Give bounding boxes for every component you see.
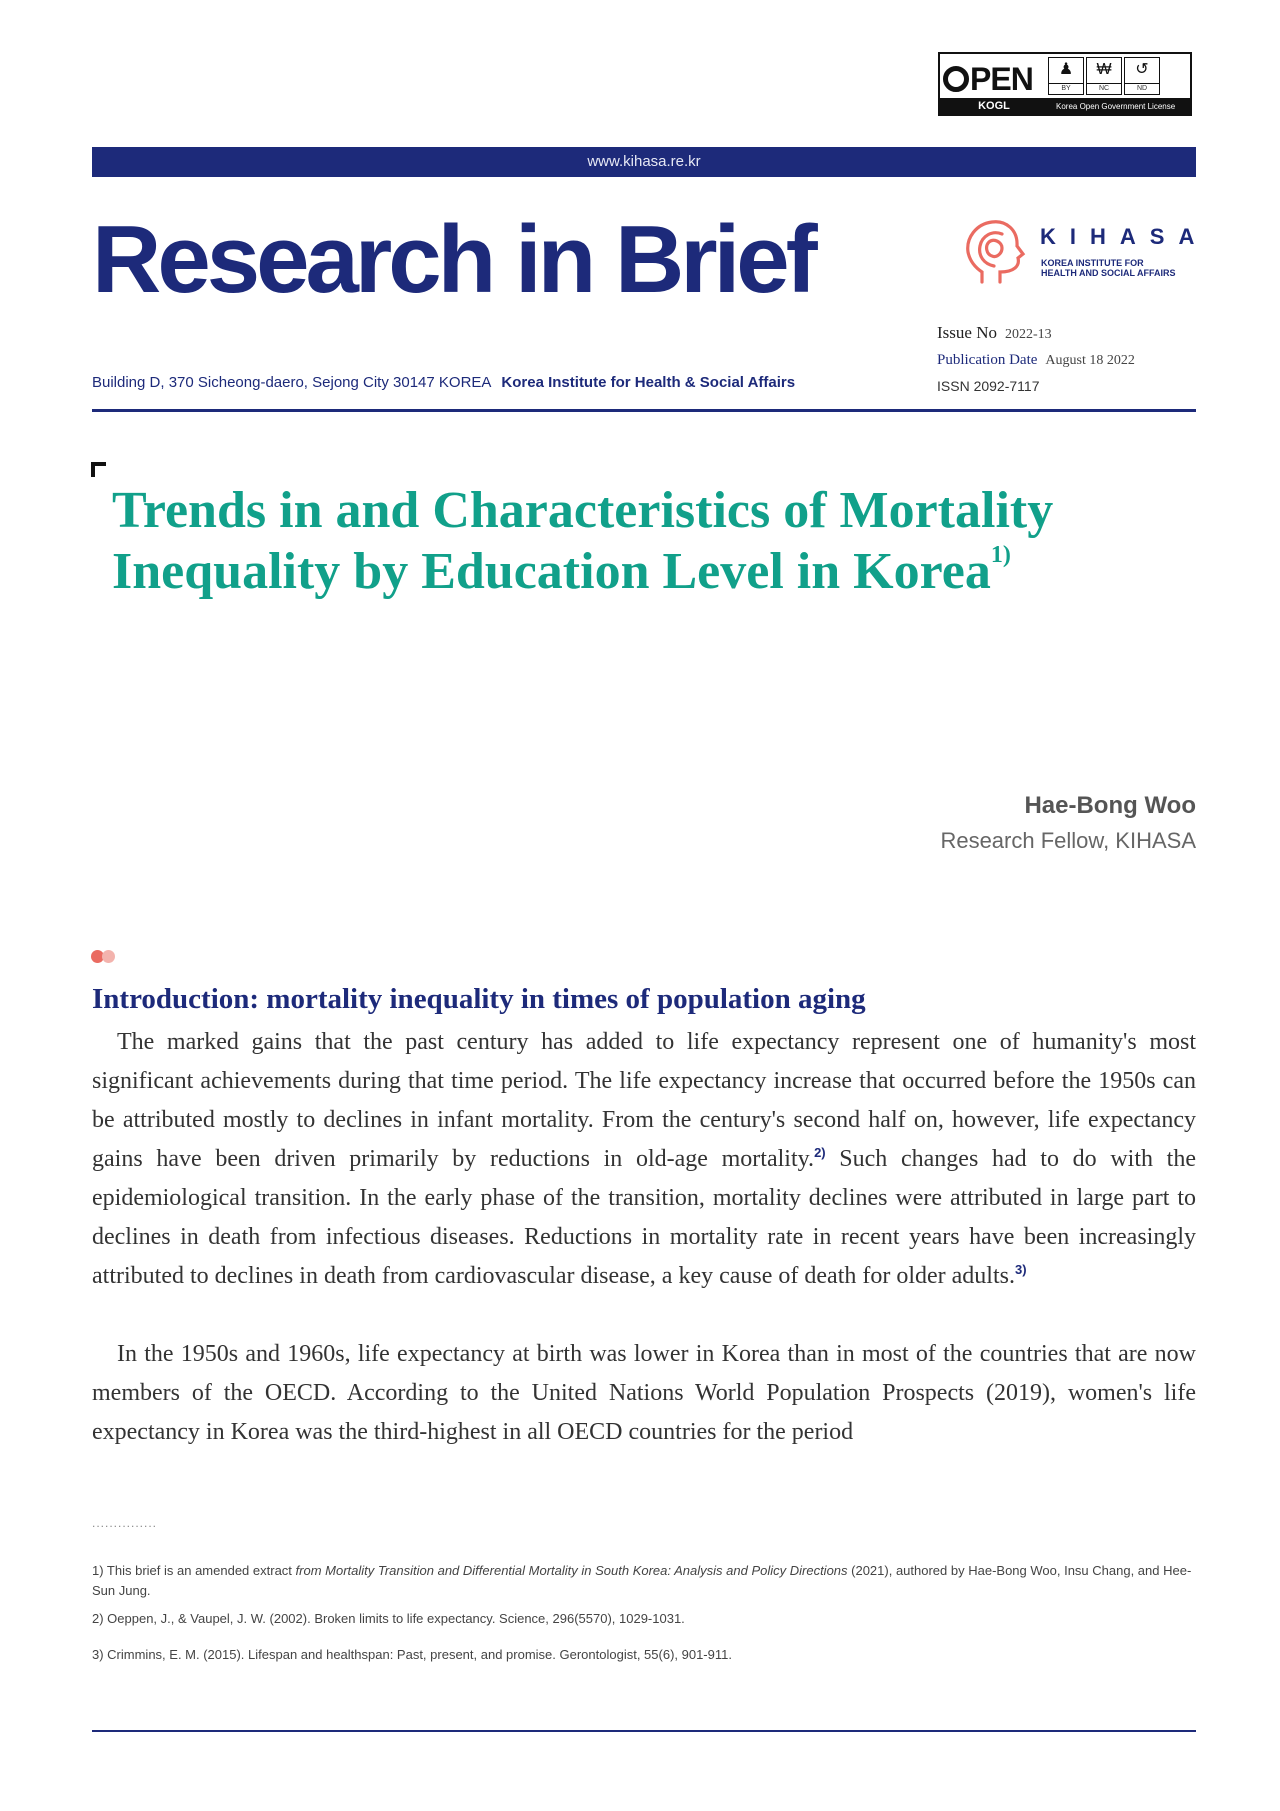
title-line2: Inequality by Education Level in Korea xyxy=(112,543,991,600)
issue-value: 2022-13 xyxy=(1004,327,1052,342)
pink-dot xyxy=(102,950,115,963)
issue-label: Issue No xyxy=(937,323,997,342)
nd-glyph: ↺ xyxy=(1135,61,1149,78)
organization-name: Korea Institute for Health & Social Affairs xyxy=(501,374,796,391)
by-glyph: ♟ xyxy=(1058,61,1074,78)
nd-icon xyxy=(1124,57,1160,95)
open-o-icon xyxy=(943,66,969,92)
footnote-1 xyxy=(92,1561,1196,1601)
kihasa-head-logo-icon xyxy=(960,216,1030,286)
address: Building D, 370 Sicheong-daero, Sejong City 30147 KOREA xyxy=(92,374,492,391)
bottom-divider xyxy=(92,1730,1196,1732)
masthead-title: Research in Brief xyxy=(92,206,814,313)
nc-glyph: ₩ xyxy=(1096,61,1112,78)
author-name: Hae-Bong Woo xyxy=(1024,792,1196,819)
title-corner-mark xyxy=(91,462,106,477)
nd-label: ND xyxy=(1125,83,1159,94)
title-footnote-ref[interactable]: 1) xyxy=(990,542,1011,568)
date-value: August 18 2022 xyxy=(1045,353,1135,368)
publication-date xyxy=(937,351,1135,369)
logo-subtitle-line2: HEALTH AND SOCIAL AFFAIRS xyxy=(1041,268,1176,278)
section-marker-dots-icon xyxy=(91,950,121,964)
license-icons xyxy=(1048,57,1160,99)
open-label: PEN xyxy=(970,61,1033,97)
issn: ISSN 2092-7117 xyxy=(937,378,1040,394)
footnote-2: 2) Oeppen, J., & Vaupel, J. W. (2002). Broken limits to life expectancy. Science, 296(5570), 1029-1031. xyxy=(92,1611,685,1626)
license-name: Korea Open Government License xyxy=(1056,101,1176,111)
date-label: Publication Date xyxy=(937,352,1038,368)
body-paragraph-1 xyxy=(92,1023,1196,1296)
footnote-separator: ............... xyxy=(92,1516,158,1530)
kogl-bar xyxy=(940,98,1190,114)
nc-label: NC xyxy=(1087,83,1121,94)
kihasa-logo-name: KIHASA xyxy=(1040,224,1209,249)
fn1-text-a: 1) This brief is an amended extract xyxy=(92,1563,296,1578)
address-line xyxy=(92,374,795,391)
section-heading: Introduction: mortality inequality in times of population aging xyxy=(92,983,866,1015)
website-bar xyxy=(92,147,1196,177)
by-icon xyxy=(1048,57,1084,95)
logo-subtitle-line1: KOREA INSTITUTE FOR xyxy=(1041,258,1144,268)
article-title xyxy=(112,480,1172,602)
kogl-license-badge xyxy=(938,52,1192,116)
author-role: Research Fellow, KIHASA xyxy=(940,828,1196,853)
fn1-title: from Mortality Transition and Differential Mortality in South Korea: Analysis and Policy Directions xyxy=(295,1563,848,1578)
p1-text-a: The marked gains that the past century has added to life expectancy represent one of humanity's most significant achievements during that time period. The life expectancy increase that occurred before the 1950s can be attributed mostly to declines in infant mortality. From the century's second half on, however, life expectancy gains have been driven primarily by reductions in old-age mortality. xyxy=(92,1029,1196,1172)
header-divider xyxy=(92,409,1196,412)
open-logo xyxy=(943,58,1046,100)
kogl-label: KOGL xyxy=(978,100,1010,112)
body-paragraph-2: In the 1950s and 1960s, life expectancy at birth was lower in Korea than in most of the countries that are now members of the OECD. According to the United Nations World Population Prospects (2019), women's life expectancy in Korea was the third-highest in all OECD countries for the period xyxy=(92,1341,1196,1445)
title-line2-wrap xyxy=(112,541,1172,602)
footnote-3: 3) Crimmins, E. M. (2015). Lifespan and healthspan: Past, present, and promise. Gerontologist, 55(6), 901-911. xyxy=(92,1647,732,1662)
kihasa-logo-subtitle xyxy=(1041,258,1211,278)
issue-number xyxy=(937,323,1052,343)
fn1-text-b: (2021), authored by Hae-Bong Woo, Insu Chang, and Hee-Sun Jung. xyxy=(92,1563,1192,1598)
footnote-ref-2[interactable]: 2) xyxy=(814,1145,826,1160)
by-label: BY xyxy=(1049,83,1083,94)
p1-text-b: Such changes had to do with the epidemiological transition. In the early phase of the transition, mortality declines were attributed in large part to declines in death from infectious diseases. Reductions in mortality rate in recent years have been increasingly attributed to declines in death from cardiovascular disease, a key cause of death for older adults. xyxy=(92,1146,1197,1289)
website-link[interactable]: www.kihasa.re.kr xyxy=(587,153,701,170)
nc-icon xyxy=(1086,57,1122,95)
footnote-ref-3[interactable]: 3) xyxy=(1014,1262,1027,1277)
title-line1: Trends in and Characteristics of Mortality xyxy=(112,482,1054,539)
